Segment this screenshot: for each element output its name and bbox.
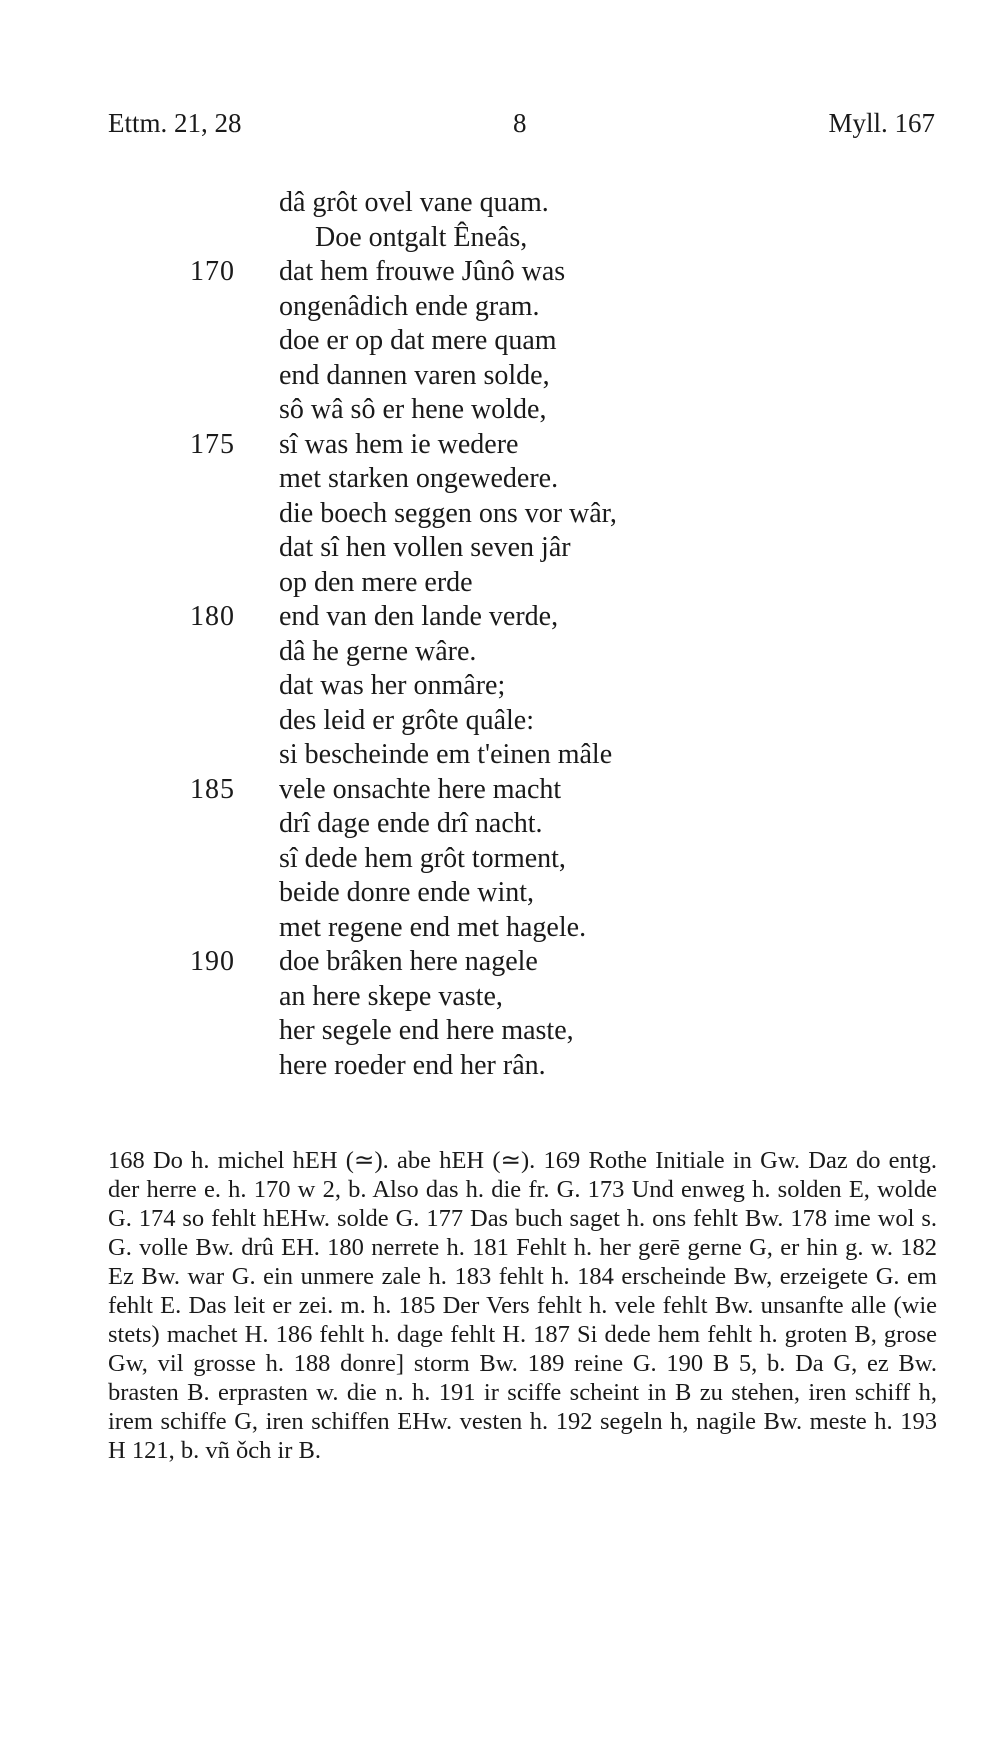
- verse-text-line: her segele end here maste,: [279, 1015, 574, 1046]
- verse-text-line: dâ grôt ovel vane quam.: [279, 187, 549, 218]
- verse-line: [0, 669, 1000, 704]
- verse-line: [0, 1014, 1000, 1049]
- verse-line: [0, 255, 1000, 290]
- verse-text-line: end dannen varen solde,: [279, 359, 550, 391]
- verse-text-line: dat hem frouwe Jûnô was: [279, 256, 566, 287]
- verse-line: [0, 428, 1000, 463]
- verse-line: [0, 497, 1000, 532]
- verse-text-line: vele onsachte here macht: [279, 773, 562, 805]
- verse-text-line: sô wâ sô er hene wolde,: [279, 394, 547, 425]
- verse-line: [0, 600, 1000, 635]
- verse-text-line: met starken ongewedere.: [279, 463, 559, 494]
- verse-text-line: here roeder end her rân.: [279, 1049, 546, 1081]
- verse-text-line: drî dage ende drî nacht.: [279, 808, 543, 839]
- verse-line: [0, 807, 1000, 842]
- footnote-apparatus: 168 Do h. michel hEH (≃). abe hEH (≃). 169 Rothe Initiale in Gw. Daz do entg. der herre e. h. 170 w 2, b. Also das h. die fr. G. 173 Und enweg h. solden E, wolde G. 174 so fehlt hEHw. solde G. 177 Das buch saget h. ons fehlt Bw. 178 ime wol s. G. volle Bw. drû EH. 180 nerrete h. 181 Fehlt h. her gerē gerne G, er hin g. w. 182 Ez Bw. war G. ein unmere zale h. 183 fehlt h. 184 erscheinde Bw, erzeigete G. em fehlt E. Das leit er zei. m. h. 185 Der Vers fehlt h. vele fehlt Bw. unsanfte alle (wie stets) machet H. 186 fehlt h. dage fehlt H. 187 Si dede hem fehlt h. groten B, grose Gw, vil grosse h. 188 donre] storm Bw. 189 reine G. 190 B 5, b. Da G, ez Bw. brasten B. erprasten w. die n. h. 191 ir sciffe scheint in B zu stehen, iren schiff h, irem schiffe G, iren schiffen EHw. vesten h. 192 segeln h, nagile Bw. meste h. 193 H 121, b. vñ ǒch ir B.: [108, 1147, 937, 1464]
- verse-line: [0, 773, 1000, 808]
- verse-text-line: sî dede hem grôt torment,: [279, 842, 566, 874]
- verse-line: [0, 221, 1000, 256]
- verse-line: [0, 842, 1000, 877]
- header-left-reference: Ettm. 21, 28: [108, 108, 242, 138]
- line-number: 170: [190, 256, 235, 287]
- verse-line: [0, 876, 1000, 911]
- verse-line: [0, 1049, 1000, 1084]
- verse-line: [0, 980, 1000, 1015]
- verse-line: [0, 359, 1000, 394]
- verse-text-line: si bescheinde em t'einen mâle: [279, 739, 613, 770]
- verse-line: [0, 393, 1000, 428]
- verse-text-line: doe er op dat mere quam: [279, 325, 557, 356]
- line-number: 180: [190, 601, 235, 632]
- verse-line: [0, 911, 1000, 946]
- verse-line: [0, 738, 1000, 773]
- verse-line: [0, 945, 1000, 980]
- page-number: 8: [513, 108, 527, 138]
- verse-line: [0, 462, 1000, 497]
- verse-text-line: beide donre ende wint,: [279, 877, 535, 908]
- verse-text: [0, 186, 1000, 1083]
- running-header: [108, 108, 935, 148]
- verse-text-line: Doe ontgalt Êneâs,: [315, 221, 528, 253]
- verse-text-line: dâ he gerne wâre.: [279, 635, 477, 667]
- verse-line: [0, 704, 1000, 739]
- verse-text-line: des leid er grôte quâle:: [279, 704, 535, 736]
- line-number: 185: [190, 773, 235, 805]
- footnotes: [108, 1146, 937, 1465]
- verse-line: [0, 186, 1000, 221]
- verse-line: [0, 531, 1000, 566]
- verse-text-line: doe brâken here nagele: [279, 946, 538, 977]
- verse-line: [0, 290, 1000, 325]
- verse-text-line: dat sî hen vollen seven jâr: [279, 532, 571, 563]
- verse-text-line: met regene end met hagele.: [279, 911, 587, 943]
- verse-line: [0, 635, 1000, 670]
- header-right-reference: Myll. 167: [828, 108, 935, 138]
- verse-line: [0, 566, 1000, 601]
- verse-line: [0, 324, 1000, 359]
- verse-text-line: sî was hem ie wedere: [279, 428, 519, 460]
- verse-text-line: ongenâdich ende gram.: [279, 290, 540, 322]
- line-number: 175: [190, 428, 235, 460]
- verse-text-line: an here skepe vaste,: [279, 980, 503, 1012]
- verse-text-line: die boech seggen ons vor wâr,: [279, 497, 617, 529]
- verse-text-line: dat was her onmâre;: [279, 670, 506, 701]
- verse-text-line: op den mere erde: [279, 566, 473, 598]
- verse-text-line: end van den lande verde,: [279, 601, 559, 632]
- line-number: 190: [190, 946, 235, 977]
